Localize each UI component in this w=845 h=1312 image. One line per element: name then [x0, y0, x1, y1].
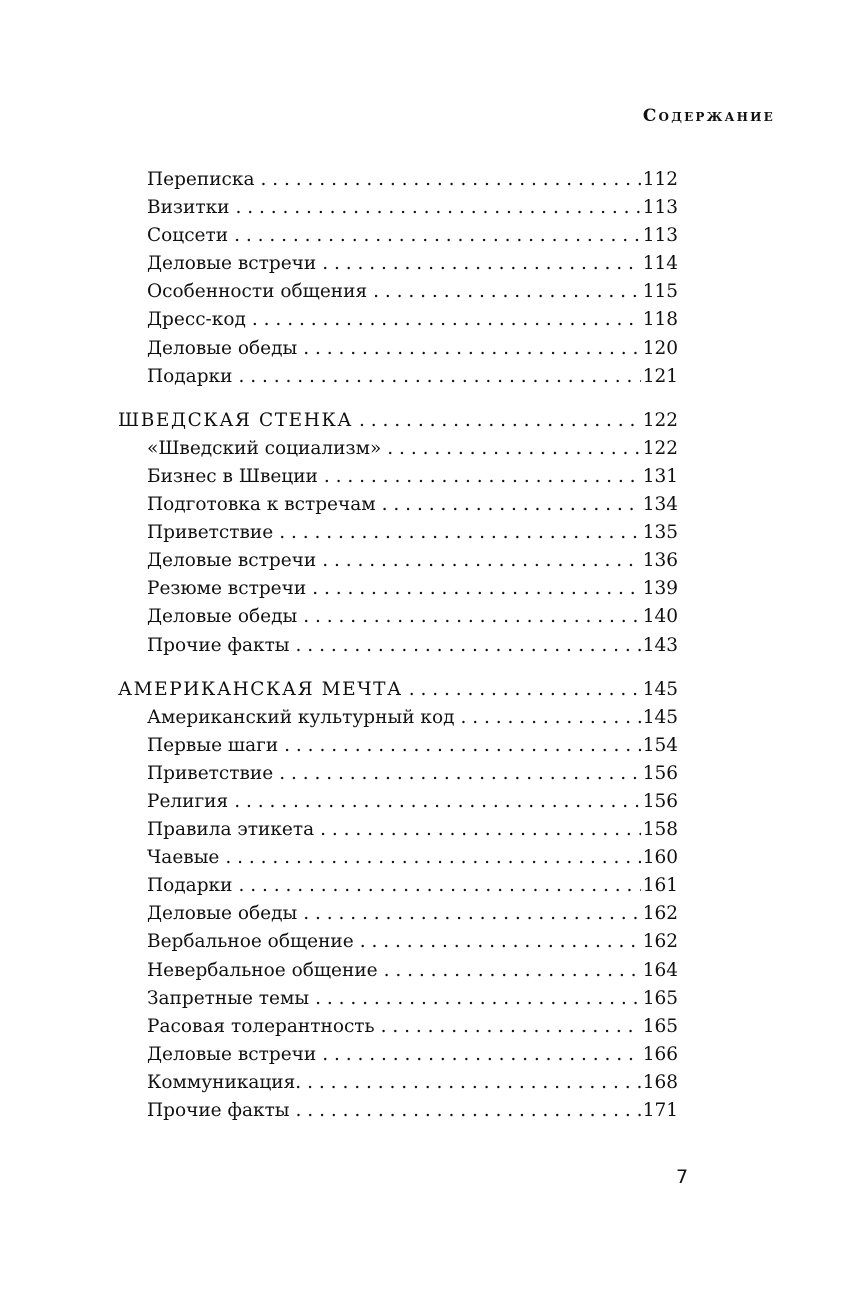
- toc-entry-title: Деловые встречи: [147, 550, 317, 572]
- dot-leader: [322, 547, 640, 575]
- toc-entry: [118, 603, 678, 631]
- dot-leader: [238, 363, 640, 391]
- dot-leader: [279, 519, 640, 547]
- toc-entry: [118, 957, 678, 985]
- toc-section: [118, 407, 678, 660]
- dot-leader: [322, 250, 640, 278]
- toc-page-number: 140: [642, 606, 678, 628]
- toc-entry-title: Первые шаги: [147, 734, 279, 756]
- toc-entry: [118, 760, 678, 788]
- toc-page-number: 165: [642, 987, 678, 1009]
- toc-entry-title: Деловые обеды: [147, 606, 298, 628]
- toc-entry-title: Невербальное общение: [147, 959, 378, 981]
- dot-leader: [360, 928, 641, 956]
- toc-entry-title: Приветствие: [147, 522, 274, 544]
- toc-entry: [118, 222, 678, 250]
- toc-entry: [118, 463, 678, 491]
- toc-entry-title: Деловые встречи: [147, 253, 317, 275]
- dot-leader: [384, 957, 641, 985]
- dot-leader: [461, 704, 641, 732]
- toc-page-number: 171: [642, 1100, 678, 1121]
- toc-entry-title: Соцсети: [147, 225, 229, 247]
- toc-entry: [118, 435, 678, 463]
- toc-entry-title: Подарки: [147, 875, 233, 897]
- toc-page-number: 112: [642, 169, 678, 190]
- toc-page-number: 166: [642, 1043, 678, 1065]
- dot-leader: [284, 732, 641, 760]
- dot-leader: [261, 166, 641, 194]
- page-number: 7: [676, 1166, 689, 1188]
- toc-entry-title: Американский культурный код: [147, 706, 455, 728]
- toc-chapter-entry: [118, 407, 678, 435]
- toc-entry: [118, 872, 678, 900]
- dot-leader: [381, 1013, 641, 1041]
- toc-entry: [118, 335, 678, 363]
- toc-page-number: 122: [642, 409, 678, 431]
- toc-entry: [118, 816, 678, 844]
- dot-leader: [234, 788, 641, 816]
- toc-entry-title: Расовая толерантность: [147, 1015, 375, 1037]
- toc-chapter-title: ШВЕДСКАЯ СТЕНКА: [118, 409, 354, 431]
- toc-entry-title: Вербальное общение: [147, 931, 354, 953]
- dot-leader: [409, 676, 641, 704]
- toc-entry-title: Подарки: [147, 365, 233, 387]
- toc-entry: [118, 1097, 678, 1125]
- dot-leader: [296, 1097, 641, 1125]
- dot-leader: [315, 985, 641, 1013]
- toc-page-number: 165: [642, 1015, 678, 1037]
- toc-page-number: 115: [642, 281, 678, 303]
- toc-entry-title: Правила этикета: [147, 819, 315, 841]
- dot-leader: [225, 844, 640, 872]
- toc-page-number: 168: [642, 1071, 678, 1093]
- toc-entry-title: Приветствие: [147, 762, 274, 784]
- dot-leader: [303, 335, 641, 363]
- toc-entry-title: Чаевые: [147, 847, 220, 869]
- table-of-contents: [118, 166, 678, 1141]
- toc-page-number: 113: [642, 225, 678, 247]
- toc-page-number: 136: [642, 550, 678, 572]
- toc-entry: [118, 194, 678, 222]
- toc-entry-title: Дресс-код: [147, 309, 246, 331]
- dot-leader: [324, 463, 641, 491]
- toc-entry: [118, 519, 678, 547]
- toc-page-number: 156: [642, 762, 678, 784]
- toc-entry-title: Особенности общения: [147, 281, 368, 303]
- toc-entry-title: Бизнес в Швеции: [147, 465, 318, 487]
- toc-entry-title: Подготовка к встречам: [147, 494, 376, 516]
- toc-entry: [118, 306, 678, 334]
- toc-entry: [118, 363, 678, 391]
- dot-leader: [359, 407, 641, 435]
- toc-page-number: 145: [642, 678, 678, 700]
- toc-entry: [118, 985, 678, 1013]
- toc-entry: [118, 166, 678, 194]
- toc-page-number: 121: [642, 365, 678, 387]
- dot-leader: [387, 435, 640, 463]
- toc-entry-title: Запретные темы: [147, 987, 310, 1009]
- dot-leader: [252, 306, 641, 334]
- running-head-title: Содержание: [642, 106, 775, 126]
- toc-page-number: 120: [642, 337, 678, 359]
- toc-entry-title: Деловые обеды: [147, 903, 298, 925]
- dot-leader: [235, 194, 640, 222]
- toc-entry: [118, 1069, 678, 1097]
- toc-page-number: 118: [642, 309, 678, 331]
- toc-page-number: 134: [642, 494, 678, 516]
- toc-entry-title: Визитки: [147, 197, 230, 219]
- toc-entry: [118, 900, 678, 928]
- toc-entry-title: Деловые встречи: [147, 1043, 317, 1065]
- toc-entry-title: Религия: [147, 790, 229, 812]
- toc-page-number: 122: [642, 437, 678, 459]
- toc-entry-title: Прочие факты: [147, 634, 290, 656]
- toc-entry: [118, 1013, 678, 1041]
- toc-entry-title: Прочие факты: [147, 1100, 290, 1121]
- toc-section: [118, 166, 678, 391]
- toc-page-number: 164: [642, 959, 678, 981]
- toc-page-number: 156: [642, 790, 678, 812]
- toc-entry: [118, 704, 678, 732]
- toc-entry: [118, 278, 678, 306]
- toc-entry: [118, 575, 678, 603]
- toc-entry-title: Коммуникация.: [147, 1071, 302, 1093]
- toc-page-number: 135: [642, 522, 678, 544]
- toc-entry: [118, 844, 678, 872]
- toc-chapter-title: АМЕРИКАНСКАЯ МЕЧТА: [118, 678, 403, 700]
- dot-leader: [303, 603, 641, 631]
- toc-entry-title: Деловые обеды: [147, 337, 298, 359]
- toc-entry-title: «Шведский социализм»: [147, 437, 382, 459]
- toc-section: [118, 676, 678, 1126]
- toc-page-number: 158: [642, 819, 678, 841]
- toc-page-number: 143: [642, 634, 678, 656]
- toc-page-number: 131: [642, 465, 678, 487]
- toc-entry: [118, 491, 678, 519]
- toc-page-number: 154: [642, 734, 678, 756]
- toc-page-number: 113: [642, 197, 678, 219]
- toc-page-number: 161: [642, 875, 678, 897]
- dot-leader: [307, 1069, 641, 1097]
- toc-entry: [118, 250, 678, 278]
- toc-page-number: 162: [642, 903, 678, 925]
- toc-entry: [118, 1041, 678, 1069]
- toc-page-number: 114: [642, 253, 678, 275]
- toc-entry-title: Резюме встречи: [147, 578, 307, 600]
- toc-entry: [118, 547, 678, 575]
- dot-leader: [296, 632, 641, 660]
- dot-leader: [320, 816, 641, 844]
- dot-leader: [322, 1041, 640, 1069]
- toc-entry-title: Переписка: [147, 169, 255, 190]
- toc-entry: [118, 928, 678, 956]
- toc-page-number: 145: [642, 706, 678, 728]
- toc-chapter-entry: [118, 676, 678, 704]
- dot-leader: [279, 760, 640, 788]
- dot-leader: [312, 575, 641, 603]
- dot-leader: [382, 491, 641, 519]
- toc-page-number: 162: [642, 931, 678, 953]
- toc-entry: [118, 632, 678, 660]
- toc-page-number: 160: [642, 847, 678, 869]
- dot-leader: [373, 278, 641, 306]
- dot-leader: [234, 222, 641, 250]
- dot-leader: [238, 872, 640, 900]
- dot-leader: [303, 900, 641, 928]
- toc-page-number: 139: [642, 578, 678, 600]
- toc-entry: [118, 788, 678, 816]
- toc-entry: [118, 732, 678, 760]
